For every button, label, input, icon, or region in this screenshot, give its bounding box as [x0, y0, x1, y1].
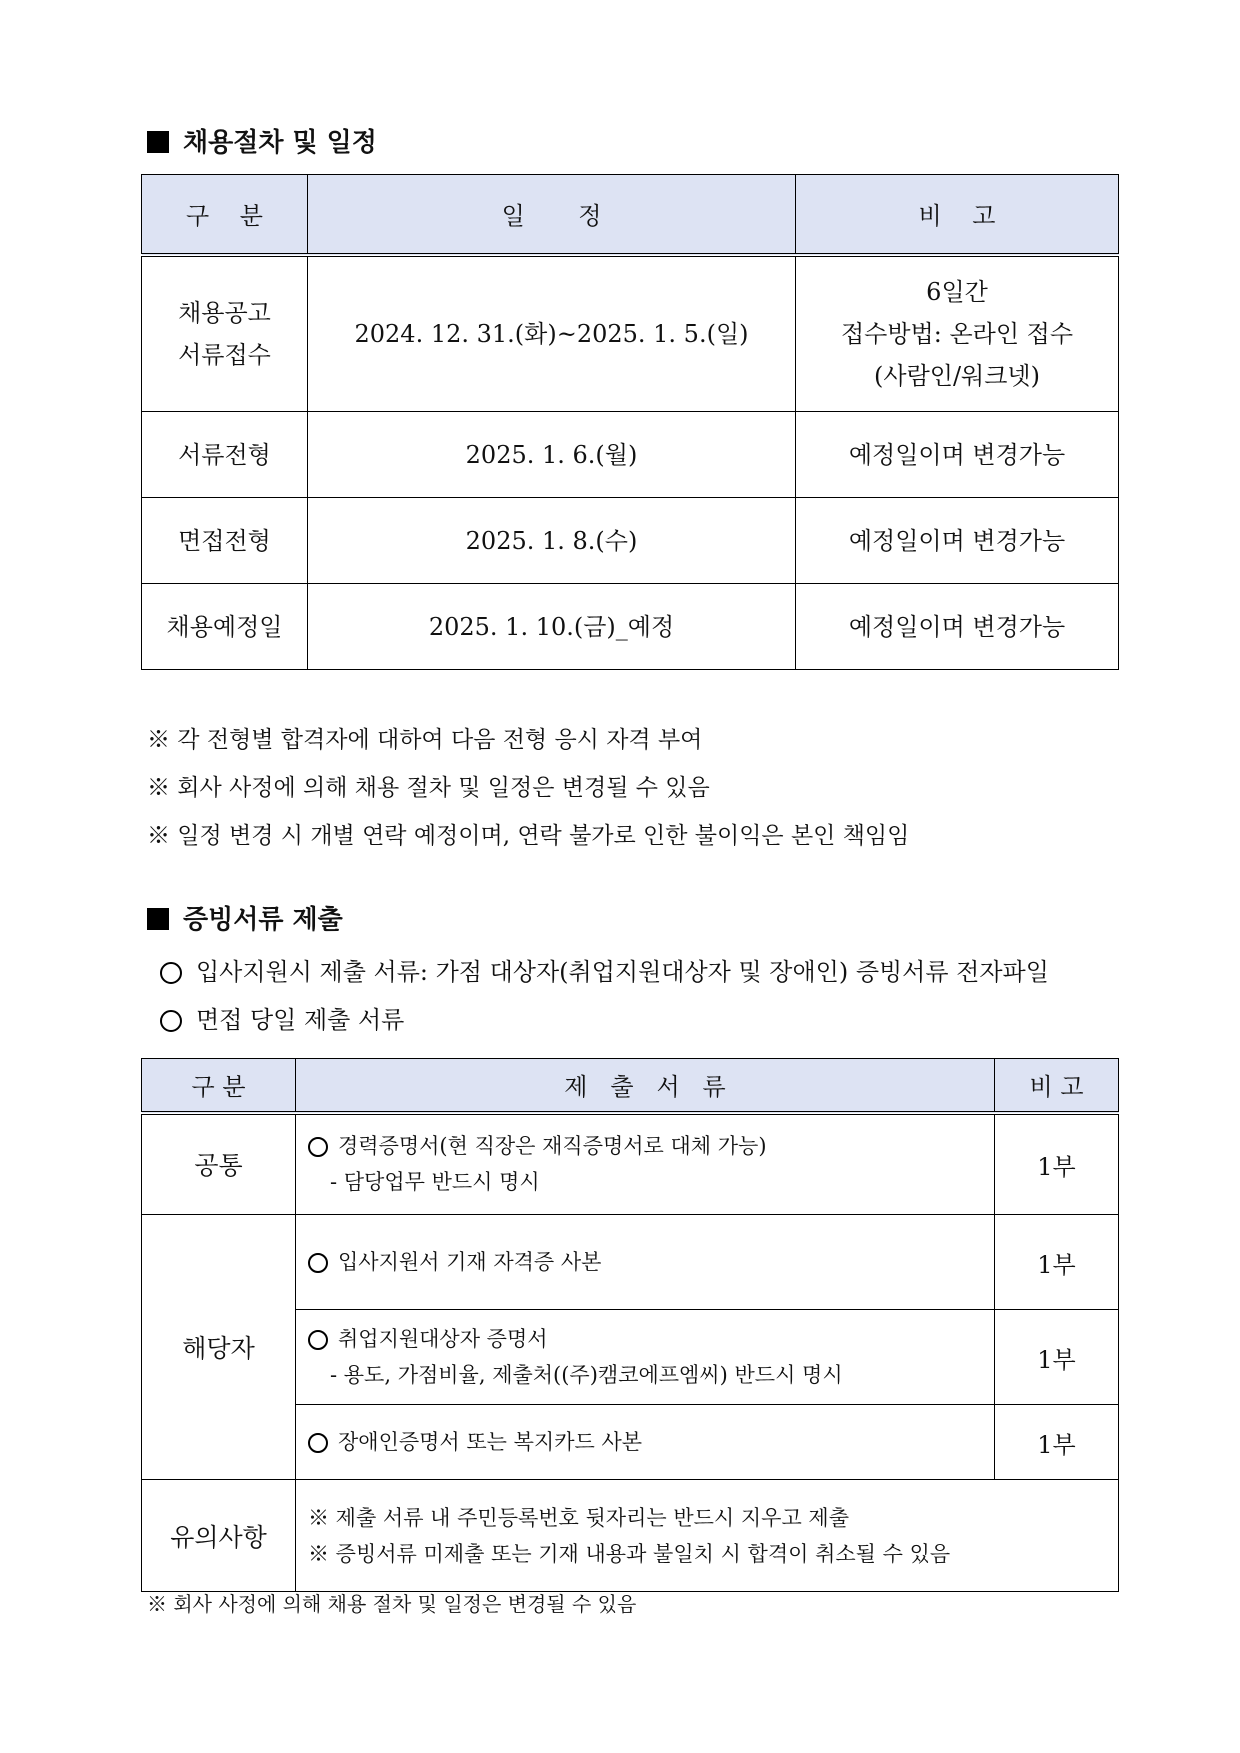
row-count: 1부 — [995, 1405, 1119, 1480]
circle-bullet-icon — [308, 1137, 328, 1157]
table-header-row — [142, 175, 1119, 255]
row-count: 1부 — [995, 1215, 1119, 1310]
row-date: 2025. 1. 6.(월) — [308, 412, 796, 498]
header-remarks: 비 고 — [796, 175, 1119, 255]
section-title: 채용절차 및 일정 — [183, 128, 377, 158]
row-date: 2024. 12. 31.(화)~2025. 1. 5.(일) — [308, 255, 796, 412]
row-note: 예정일이며 변경가능 — [796, 584, 1119, 670]
doc-line — [308, 1424, 994, 1460]
circle-bullet-icon — [308, 1433, 328, 1453]
black-square-icon — [147, 131, 169, 153]
bullet-item — [160, 1000, 404, 1035]
row-documents — [296, 1310, 995, 1405]
row-date: 2025. 1. 8.(수) — [308, 498, 796, 584]
row-documents — [296, 1405, 995, 1480]
section-heading-schedule — [147, 122, 377, 159]
row-category — [142, 255, 308, 412]
doc-subline: - 용도, 가점비율, 제출처((주)캠코에프엠씨) 반드시 명시 — [330, 1363, 843, 1387]
schedule-table — [141, 174, 1119, 670]
note-line: ※ 일정 변경 시 개별 연락 예정이며, 연락 불가로 인한 불이익은 본인 책임임 — [147, 823, 910, 849]
doc-subline: - 담당업무 반드시 명시 — [330, 1170, 540, 1195]
caution-line: ※ 증빙서류 미제출 또는 기재 내용과 불일치 시 합격이 취소될 수 있음 — [308, 1541, 951, 1566]
row-note: 예정일이며 변경가능 — [796, 498, 1119, 584]
row-note — [796, 255, 1119, 412]
header-category: 구 분 — [142, 175, 308, 255]
doc-text: 취업지원대상자 증명서 — [338, 1327, 548, 1351]
row-count: 1부 — [995, 1310, 1119, 1405]
table-row — [142, 255, 1119, 412]
doc-text: 경력증명서(현 직장은 재직증명서로 대체 가능) — [338, 1134, 767, 1159]
doc-line — [308, 1321, 994, 1357]
row-date: 2025. 1. 10.(금)_예정 — [308, 584, 796, 670]
circle-bullet-icon — [308, 1253, 328, 1273]
row-category: 면접전형 — [142, 498, 308, 584]
row-count: 1부 — [995, 1113, 1119, 1215]
documents-table — [141, 1058, 1119, 1592]
table-row — [142, 1480, 1119, 1592]
row-caution — [296, 1480, 1119, 1592]
note-line: ※ 각 전형별 합격자에 대하여 다음 전형 응시 자격 부여 — [147, 727, 703, 753]
note-line: 6일간 — [926, 277, 988, 306]
table-row — [142, 412, 1119, 498]
note-line: (사람인/워크넷) — [874, 361, 1040, 390]
row-documents — [296, 1113, 995, 1215]
category-line: 서류접수 — [178, 340, 271, 369]
black-square-icon — [147, 908, 169, 930]
footnote: ※ 회사 사정에 의해 채용 절차 및 일정은 변경될 수 있음 — [147, 1592, 637, 1616]
bullet-text: 입사지원시 제출 서류: 가점 대상자(취업지원대상자 및 장애인) 증빙서류 전자파일 — [196, 958, 1049, 986]
bullet-item — [160, 952, 1049, 987]
doc-line — [308, 1128, 994, 1164]
note-line: ※ 회사 사정에 의해 채용 절차 및 일정은 변경될 수 있음 — [147, 775, 710, 801]
caution-line: ※ 제출 서류 내 주민등록번호 뒷자리는 반드시 지우고 제출 — [308, 1505, 849, 1530]
section-title: 증빙서류 제출 — [183, 905, 343, 935]
doc-text: 장애인증명서 또는 복지카드 사본 — [338, 1430, 643, 1454]
table-header-row — [142, 1059, 1119, 1113]
row-category: 채용예정일 — [142, 584, 308, 670]
circle-bullet-icon — [160, 962, 182, 984]
table-row — [142, 1113, 1119, 1215]
row-category: 공통 — [142, 1113, 296, 1215]
table-row — [142, 1215, 1119, 1310]
doc-text: 입사지원서 기재 자격증 사본 — [338, 1250, 602, 1274]
table-row — [142, 498, 1119, 584]
header-schedule: 일 정 — [308, 175, 796, 255]
note-line: 접수방법: 온라인 접수 — [841, 319, 1073, 348]
header-remarks: 비 고 — [995, 1059, 1119, 1113]
row-category: 서류전형 — [142, 412, 308, 498]
category-line: 채용공고 — [178, 298, 271, 327]
circle-bullet-icon — [308, 1330, 328, 1350]
header-documents: 제 출 서 류 — [296, 1059, 995, 1113]
bullet-text: 면접 당일 제출 서류 — [196, 1006, 405, 1034]
row-category: 해당자 — [142, 1215, 296, 1480]
circle-bullet-icon — [160, 1010, 182, 1032]
row-documents — [296, 1215, 995, 1310]
row-category: 유의사항 — [142, 1480, 296, 1592]
table-row — [142, 584, 1119, 670]
row-note: 예정일이며 변경가능 — [796, 412, 1119, 498]
header-category: 구 분 — [142, 1059, 296, 1113]
doc-line — [308, 1244, 994, 1280]
section-heading-documents — [147, 899, 343, 936]
